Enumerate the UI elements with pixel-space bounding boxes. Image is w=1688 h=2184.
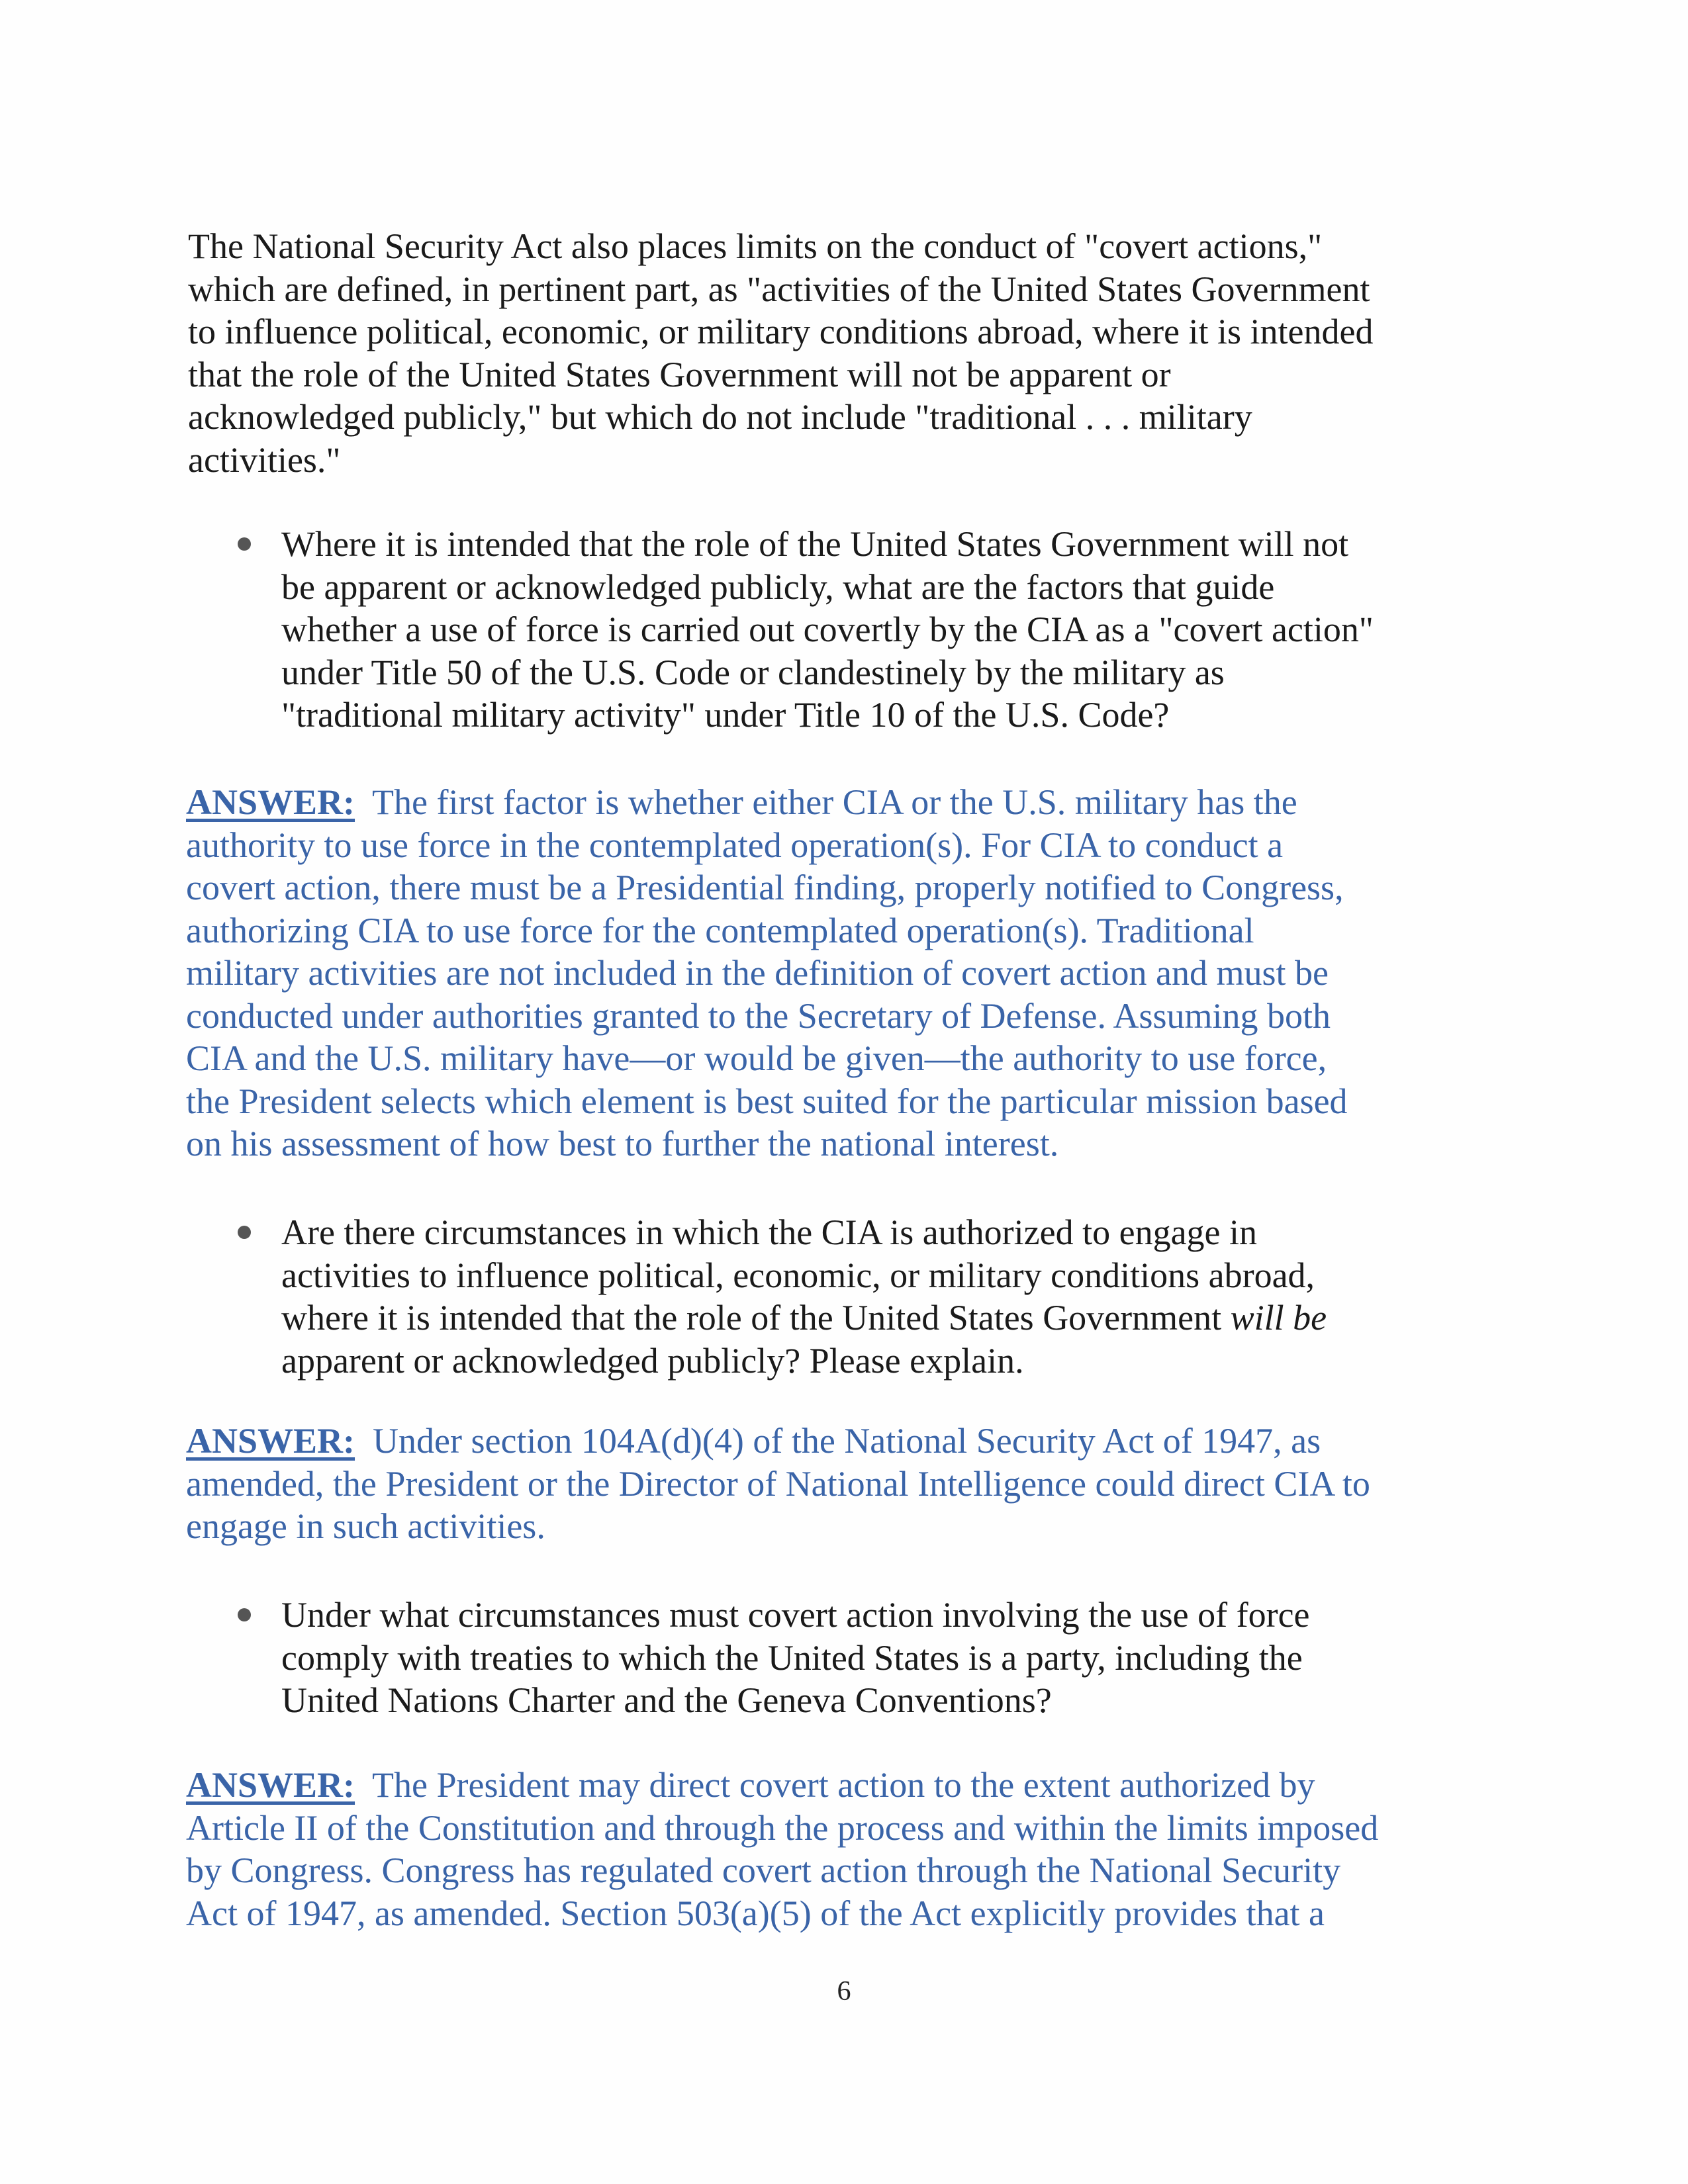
text-line: Act of 1947, as amended. Section 503(a)(5) of the Act explicitly provides that a [186, 1893, 1325, 1933]
text-line: "traditional military activity" under Title 10 of the U.S. Code? [281, 695, 1170, 735]
page-number: 6 [837, 1976, 851, 2007]
text-line: the President selects which element is best suited for the particular mission based [186, 1081, 1348, 1121]
text-line: to influence political, economic, or military conditions abroad, where it is intended [188, 312, 1374, 351]
text-line: The first factor is whether either CIA or the U.S. military has the [355, 782, 1297, 822]
answer-2 [186, 1420, 1437, 1548]
text-line: CIA and the U.S. military have—or would be given—the authority to use force, [186, 1038, 1327, 1078]
text-line: amended, the President or the Director of National Intelligence could direct CIA to [186, 1463, 1370, 1504]
text-line: on his assessment of how best to further the national interest. [186, 1124, 1059, 1163]
text-line: Article II of the Constitution and through the process and within the limits imposed [186, 1807, 1379, 1848]
text-line: be apparent or acknowledged publicly, what are the factors that guide [281, 567, 1275, 607]
answer-label: ANSWER: [186, 1765, 355, 1805]
text-line: United Nations Charter and the Geneva Conventions? [281, 1680, 1052, 1720]
text-line: covert action, there must be a Presidential finding, properly notified to Congress, [186, 868, 1344, 907]
bullet-icon [238, 1226, 251, 1239]
text-line: Under what circumstances must covert action involving the use of force [281, 1595, 1310, 1635]
bullet-icon [238, 1608, 251, 1621]
answer-label: ANSWER: [186, 782, 355, 822]
text-line: conducted under authorities granted to the Secretary of Defense. Assuming both [186, 995, 1331, 1036]
text-line: authority to use force in the contemplated operation(s). For CIA to conduct a [186, 825, 1284, 865]
text-line: under Title 50 of the U.S. Code or clandestinely by the military as [281, 652, 1225, 692]
question-1 [281, 523, 1446, 737]
text-line: engage in such activities. [186, 1506, 545, 1546]
text-line: The President may direct covert action to the extent authorized by [355, 1765, 1315, 1805]
text-line: apparent or acknowledged publicly? Please explain. [281, 1340, 1024, 1381]
question-3 [281, 1594, 1446, 1722]
text-line: The National Security Act also places limits on the conduct of "covert actions," [188, 226, 1323, 266]
text-line: which are defined, in pertinent part, as "activities of the United States Government [188, 269, 1370, 309]
question-2 [281, 1211, 1446, 1382]
text-line: acknowledged publicly," but which do not include "traditional . . . military [188, 397, 1252, 437]
text-line: Are there circumstances in which the CIA is authorized to engage in [281, 1212, 1258, 1252]
answer-1 [186, 781, 1437, 1165]
answer-label: ANSWER: [186, 1421, 355, 1461]
text-line: Under section 104A(d)(4) of the National Security Act of 1947, as [355, 1421, 1321, 1461]
text-line: Where it is intended that the role of the United States Government will not [281, 524, 1349, 564]
bullet-icon [238, 537, 251, 551]
text-line: whether a use of force is carried out covertly by the CIA as a "covert action" [281, 610, 1374, 649]
text-line: activities." [188, 439, 341, 480]
italic-emphasis: will be [1230, 1298, 1327, 1338]
text-line: that the role of the United States Government will not be apparent or [188, 354, 1171, 394]
text-line: comply with treaties to which the United States is a party, including the [281, 1637, 1303, 1678]
text-line: where it is intended that the role of the United States Government [281, 1298, 1231, 1338]
text-line: by Congress. Congress has regulated covert action through the National Security [186, 1850, 1341, 1890]
intro-paragraph [188, 225, 1432, 481]
answer-3 [186, 1764, 1437, 1934]
text-line: military activities are not included in the definition of covert action and must be [186, 953, 1329, 993]
text-line: authorizing CIA to use force for the contemplated operation(s). Traditional [186, 910, 1254, 950]
text-line: activities to influence political, economic, or military conditions abroad, [281, 1255, 1315, 1295]
